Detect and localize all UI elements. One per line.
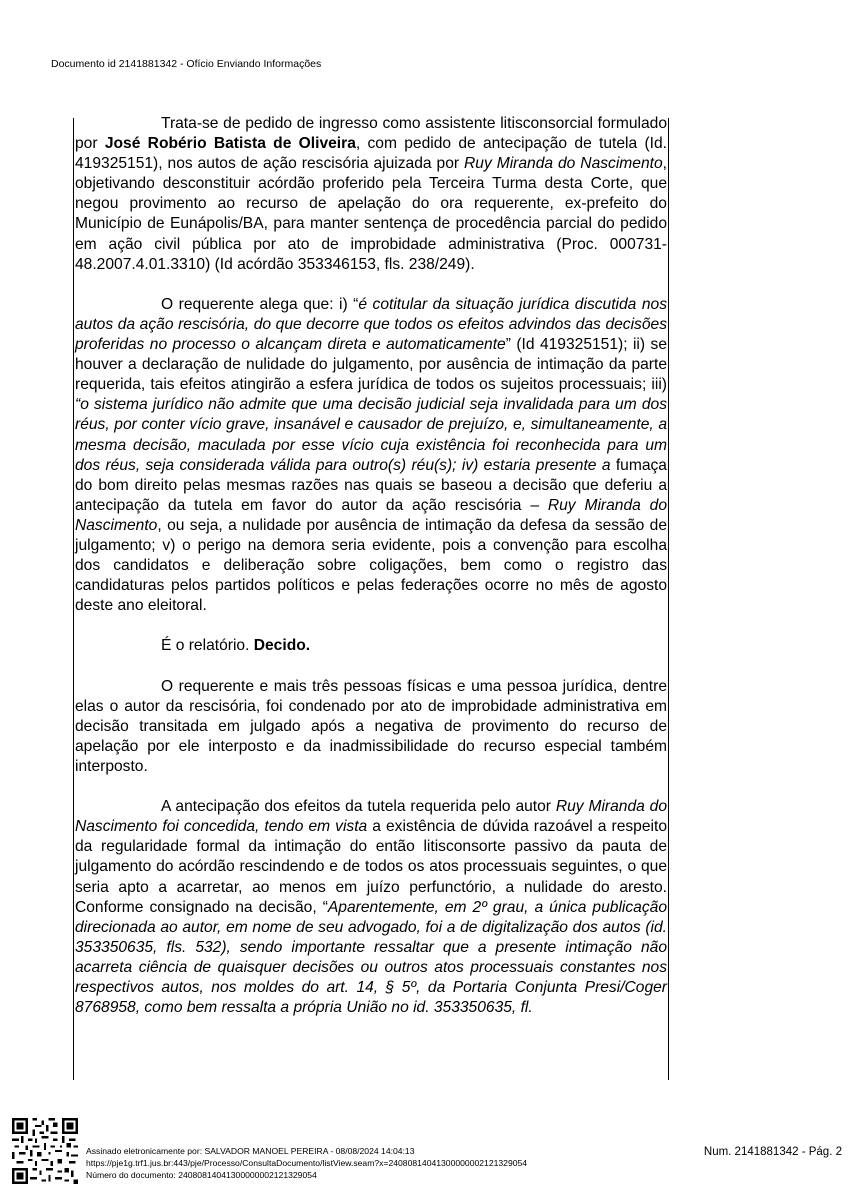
italic-run: Aparentemente, em 2º grau, a única publicação direcionada ao autor, em nome de seu advogado, foi a de digitalização dos autos (id. 353350635, fls. 532), sendo importante ressaltar que a presente intimação não acarreta ciência de quaisquer decisões ou outros atos processuais constantes nos respectivos autos, nos moldes do art. 14, § 5º, da Portaria Conjunta Presi/Coger 8768958, como bem ressalta a própria União no id. 353350635, fl. [75,898,667,1017]
paragraph-4 [75,677,667,777]
qr-code-icon [12,1118,78,1184]
page-number: Num. 2141881342 - Pág. 2 [703,1146,842,1158]
signature-footer [86,1145,527,1182]
paragraph-3 [75,636,667,656]
text-run: , objetivando desconstituir acórdão proferido pela Terceira Turma desta Corte, que negou provimento ao recurso de apelação do ora requerente, ex-prefeito do Município de Eunápolis/BA, para manter sentença de procedência parcial do pedido em ação civil pública por ato de improbidade administrativa (Proc. 000731-48.2007.4.01.3310) (Id acórdão 353346153, fls. 238/249). [75,155,667,273]
document-id-header: Documento id 2141881342 - Ofício Enviando Informações [51,58,322,70]
text-run: a existência de dúvida razoável a respeito da regularidade formal da intimação do então litisconsorte passivo da pauta de julgamento do acórdão rescindendo e de todos os atos processuais seguintes, o que seria apto a acarretar, ao menos em juízo perfunctório, a nulidade do aresto. Conforme consignado na decisão, “ [75,818,667,916]
document-url: https://pje1g.trf1.jus.br:443/pje/Processo/ConsultaDocumento/listView.seam?x=24080814041300000002121329054 [86,1158,528,1169]
paragraph-2 [75,295,667,617]
italic-run: Ruy Miranda do Nascimento foi concedida, tendo em vista [75,798,668,836]
text-run: fumaça do bom direito pelas mesmas razões nas quais se baseou a decisão que deferiu a antecipação da tutela em favor do autor da ação rescisória – [75,456,667,514]
text-run: É o relatório. [161,637,254,655]
italic-run: “o sistema jurídico não admite que uma decisão judicial seja invalidada para um dos réus, por conter vício grave, insanável e causador de prejuízo, e, simultaneamente, a mesma decisão, maculada por esse vício cuja existência foi reconhecida para um dos réus, seja considerada válida para outro(s) réu(s); iv) estaria presente a [75,396,667,474]
text-run: A antecipação dos efeitos da tutela requerida pelo autor [161,798,556,816]
bold-run: Decido. [253,637,311,655]
signed-by: Assinado eletronicamente por: SALVADOR MANOEL PEREIRA - 08/08/2024 14:04:13 [86,1146,415,1156]
document-number: Número do documento: 24080814041300000002121329054 [86,1170,317,1181]
italic-run: Ruy Miranda do Nascimento [464,155,663,173]
italic-run: é cotitular da situação jurídica discutida nos autos da ação rescisória, do que decorre que todos os efeitos advindos das decisões proferidas no processo o alcançam direta e automaticamente [75,295,667,354]
text-run: O requerente alega que: i) “ [161,295,359,313]
document-body [75,114,667,1018]
text-run: Trata-se de pedido de ingresso como assistente litisconsorcial formulado por [75,115,667,153]
paragraph-5 [75,797,667,1018]
text-run: , ou seja, a nulidade por ausência de intimação da defesa da sessão de julgamento; v) o perigo na demora seria evidente, pois a convenção para escolha dos candidatos e deliberação sobre coligações, bem como o registro das candidaturas pelos partidos políticos e pelas federações ocorre no mês de agosto deste ano eleitoral. [75,516,667,615]
italic-run: Ruy Miranda do Nascimento [75,496,667,534]
bold-run: José Robério Batista de Oliveira [104,135,356,153]
text-run: ” (Id 419325151); ii) se houver a declaração de nulidade do julgamento, por ausência de intimação da parte requerida, tais efeitos atingirão a esfera jurídica de todos os sujeitos processuais; iii) [75,336,667,394]
paragraph-1 [75,114,667,275]
text-run: O requerente e mais três pessoas físicas e uma pessoa jurídica, dentre elas o autor da rescisória, foi condenado por ato de improbidade administrativa em decisão transitada em julgado após a negativa de provimento do recurso de apelação por ele interposto e da inadmissibilidade do recurso especial também interposto. [75,677,667,775]
text-run: , com pedido de antecipação de tutela (Id. 419325151), nos autos de ação rescisória ajuizada por [75,135,667,173]
